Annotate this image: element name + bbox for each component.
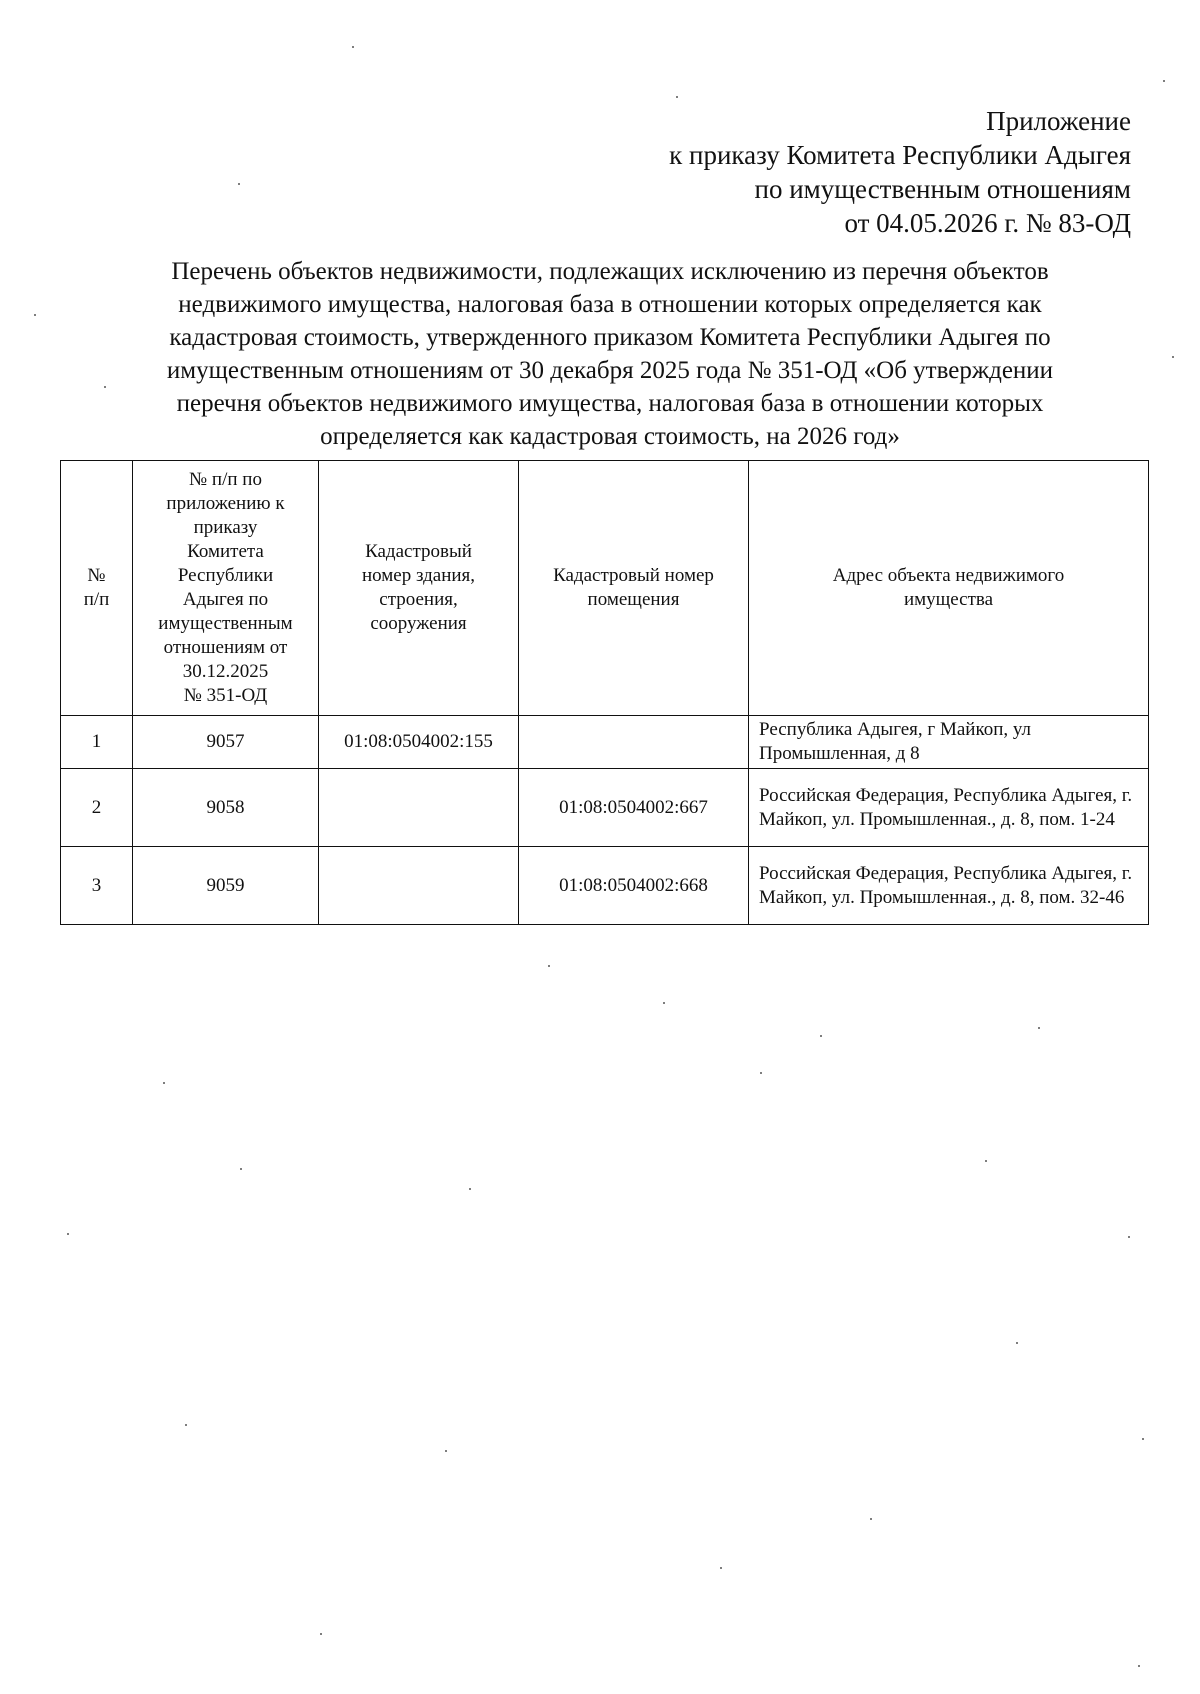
scan-speck <box>1142 1438 1144 1440</box>
cell-premises-cadastral: 01:08:0504002:667 <box>519 769 749 847</box>
document-title <box>60 255 1160 453</box>
scan-speck <box>870 1518 872 1520</box>
scan-speck <box>663 1002 665 1004</box>
cell-row-number: 1 <box>61 716 133 769</box>
header-building-cadastral: Кадастровый номер здания, строения, сооружения <box>319 461 519 716</box>
property-table <box>60 460 1149 925</box>
scan-speck <box>1128 1236 1130 1238</box>
scan-speck <box>445 1450 447 1452</box>
scan-speck <box>985 1160 987 1162</box>
scan-speck <box>760 1072 762 1074</box>
cell-address: Российская Федерация, Республика Адыгея, г. Майкоп, ул. Промышленная., д. 8, пом. 1-24 <box>749 769 1149 847</box>
cell-appendix-ref: 9059 <box>133 847 319 925</box>
scan-speck <box>720 1567 722 1569</box>
scan-speck <box>1172 356 1174 358</box>
appendix-committee: по имущественным отношениям <box>754 174 1131 204</box>
cell-building-cadastral <box>319 769 519 847</box>
table-header-row <box>61 461 1149 716</box>
cell-row-number: 3 <box>61 847 133 925</box>
appendix-label: Приложение <box>986 106 1131 136</box>
cell-building-cadastral <box>319 847 519 925</box>
title-line: недвижимого имущества, налоговая база в отношении которых определяется как <box>178 291 1042 318</box>
scan-speck <box>238 183 240 185</box>
title-line: имущественным отношениям от 30 декабря 2025 года № 351-ОД «Об утверждении <box>166 357 1054 384</box>
scan-speck <box>240 1168 242 1170</box>
appendix-header <box>669 104 1131 240</box>
header-row-number: № п/п <box>61 461 133 716</box>
cell-row-number: 2 <box>61 769 133 847</box>
cell-appendix-ref: 9057 <box>133 716 319 769</box>
cell-appendix-ref: 9058 <box>133 769 319 847</box>
appendix-date-number: от 04.05.2026 г. № 83-ОД <box>844 208 1131 238</box>
appendix-order-ref: к приказу Комитета Республики Адыгея <box>669 140 1131 170</box>
scan-speck <box>1138 1665 1140 1667</box>
cell-building-cadastral: 01:08:0504002:155 <box>319 716 519 769</box>
scan-speck <box>820 1035 822 1037</box>
scan-speck <box>34 314 36 316</box>
scan-speck <box>676 96 678 98</box>
cell-premises-cadastral <box>519 716 749 769</box>
table-row <box>61 716 1149 769</box>
title-line: перечня объектов недвижимого имущества, налоговая база в отношении которых <box>176 390 1044 417</box>
scan-speck <box>469 1188 471 1190</box>
scan-speck <box>352 46 354 48</box>
title-line: определяется как кадастровая стоимость, на 2026 год» <box>320 423 900 450</box>
scan-speck <box>320 1633 322 1635</box>
header-appendix-ref: № п/п по приложению к приказу Комитета Республики Адыгея по имущественным отношениям от 30.12.2025 № 351-ОД <box>133 461 319 716</box>
scan-speck <box>163 1082 165 1084</box>
scan-speck <box>67 1233 69 1235</box>
scan-speck <box>1163 80 1165 82</box>
scan-speck <box>1016 1342 1018 1344</box>
cell-address: Республика Адыгея, г Майкоп, ул Промышленная, д 8 <box>749 716 1149 769</box>
table-row <box>61 847 1149 925</box>
scan-speck <box>104 386 106 388</box>
table-row <box>61 769 1149 847</box>
cell-premises-cadastral: 01:08:0504002:668 <box>519 847 749 925</box>
scan-speck <box>548 965 550 967</box>
cell-address: Российская Федерация, Республика Адыгея, г. Майкоп, ул. Промышленная., д. 8, пом. 32-46 <box>749 847 1149 925</box>
scan-speck <box>1038 1027 1040 1029</box>
scan-speck <box>185 1424 187 1426</box>
header-premises-cadastral: Кадастровый номер помещения <box>519 461 749 716</box>
title-line: Перечень объектов недвижимости, подлежащих исключению из перечня объектов <box>171 258 1049 285</box>
title-line: кадастровая стоимость, утвержденного приказом Комитета Республики Адыгея по <box>169 324 1051 351</box>
header-address: Адрес объекта недвижимого имущества <box>749 461 1149 716</box>
